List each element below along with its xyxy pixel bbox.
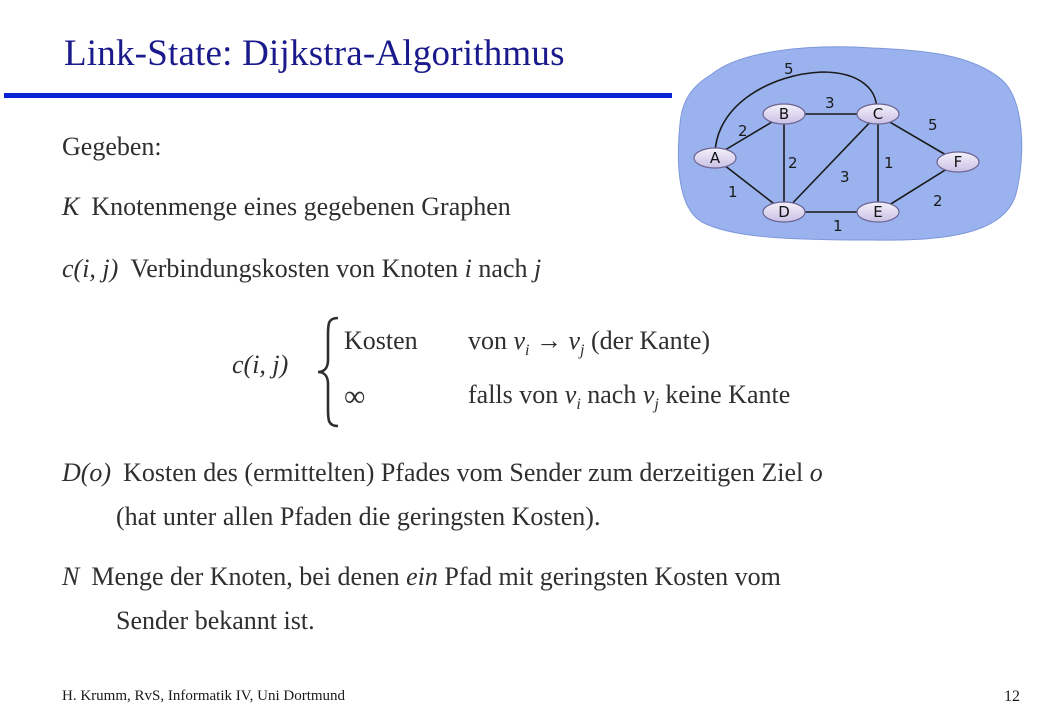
definition-k bbox=[62, 192, 511, 222]
d-symbol: D(o) bbox=[62, 458, 112, 487]
n-symbol: N bbox=[62, 562, 80, 591]
node-d bbox=[763, 202, 805, 222]
cost-function-definition bbox=[232, 316, 932, 436]
d-o: o bbox=[809, 458, 823, 487]
node-f-label: F bbox=[953, 153, 963, 171]
definition-d-continued: (hat unter allen Pfaden die geringsten Kosten). bbox=[116, 502, 601, 531]
def-row1-kante: (der Kante) bbox=[591, 326, 711, 355]
weight-c-d: 3 bbox=[840, 168, 850, 186]
d-text-1: Kosten des (ermittelten) Pfades vom Sender zum derzeitigen Ziel bbox=[123, 458, 804, 487]
def-row2-vj-sub: j bbox=[654, 396, 659, 414]
weight-a-d: 1 bbox=[728, 183, 738, 201]
def-row2-vi-sub: i bbox=[576, 396, 581, 414]
node-e-label: E bbox=[873, 203, 883, 221]
weight-a-b: 2 bbox=[738, 122, 748, 140]
c-i: i bbox=[464, 254, 472, 283]
c-text-1: Verbindungskosten von Knoten bbox=[130, 254, 459, 283]
def-row2-vi: v bbox=[564, 380, 577, 409]
def-row1-left: Kosten bbox=[344, 326, 418, 355]
c-symbol: c(i, j) bbox=[62, 254, 119, 283]
slide-title: Link-State: Dijkstra-Algorithmus bbox=[64, 33, 565, 74]
node-a bbox=[694, 148, 736, 168]
def-row2-keine-kante: keine Kante bbox=[665, 380, 791, 409]
left-brace bbox=[316, 316, 342, 428]
infinity-symbol: ∞ bbox=[344, 380, 366, 413]
n-text-1: Menge der Knoten, bei denen bbox=[91, 562, 400, 591]
page-number: 12 bbox=[1004, 688, 1020, 705]
definition-n-continued: Sender bekannt ist. bbox=[116, 606, 315, 635]
title-underline bbox=[4, 93, 672, 98]
node-c-label: C bbox=[872, 105, 884, 123]
weight-d-e: 1 bbox=[833, 217, 843, 235]
node-b-label: B bbox=[778, 105, 790, 123]
node-c bbox=[857, 104, 899, 124]
node-b bbox=[763, 104, 805, 124]
def-row2-falls: falls von bbox=[468, 380, 559, 409]
node-e bbox=[857, 202, 899, 222]
footer-author: H. Krumm, RvS, Informatik IV, Uni Dortmund bbox=[62, 688, 346, 704]
definition-c bbox=[62, 254, 541, 284]
def-row-1 bbox=[344, 326, 418, 356]
weight-b-c: 3 bbox=[825, 94, 835, 112]
def-row2-nach: nach bbox=[587, 380, 637, 409]
def-row-2-right bbox=[468, 380, 790, 414]
node-f bbox=[937, 152, 979, 172]
def-row-2 bbox=[344, 380, 365, 414]
def-row-1-right bbox=[468, 326, 710, 360]
weight-b-d: 2 bbox=[788, 154, 798, 172]
def-lhs: c(i, j) bbox=[232, 350, 289, 379]
definition-d bbox=[62, 458, 823, 488]
c-j: j bbox=[534, 254, 542, 283]
weight-e-f: 2 bbox=[933, 192, 943, 210]
n-ein: ein bbox=[406, 562, 438, 591]
network-graph bbox=[672, 44, 1028, 244]
c-text-2: nach bbox=[478, 254, 528, 283]
def-row1-vi: v bbox=[513, 326, 526, 355]
weight-a-c: 5 bbox=[784, 60, 794, 78]
k-symbol: K bbox=[62, 192, 80, 221]
def-row2-vj: v bbox=[642, 380, 655, 409]
node-d-label: D bbox=[778, 203, 790, 221]
node-a-label: A bbox=[709, 149, 721, 167]
definition-n bbox=[62, 562, 781, 592]
def-row1-vj: v bbox=[568, 326, 581, 355]
weight-c-e: 1 bbox=[884, 154, 894, 172]
k-text: Knotenmenge eines gegebenen Graphen bbox=[91, 192, 511, 221]
def-row1-von: von bbox=[468, 326, 507, 355]
def-row1-vj-sub: j bbox=[580, 342, 585, 360]
given-label: Gegeben: bbox=[62, 132, 162, 161]
n-text-2: Pfad mit geringsten Kosten vom bbox=[444, 562, 781, 591]
def-row1-arrow: → bbox=[536, 326, 562, 355]
def-row1-vi-sub: i bbox=[525, 342, 530, 360]
weight-c-f: 5 bbox=[928, 116, 938, 134]
